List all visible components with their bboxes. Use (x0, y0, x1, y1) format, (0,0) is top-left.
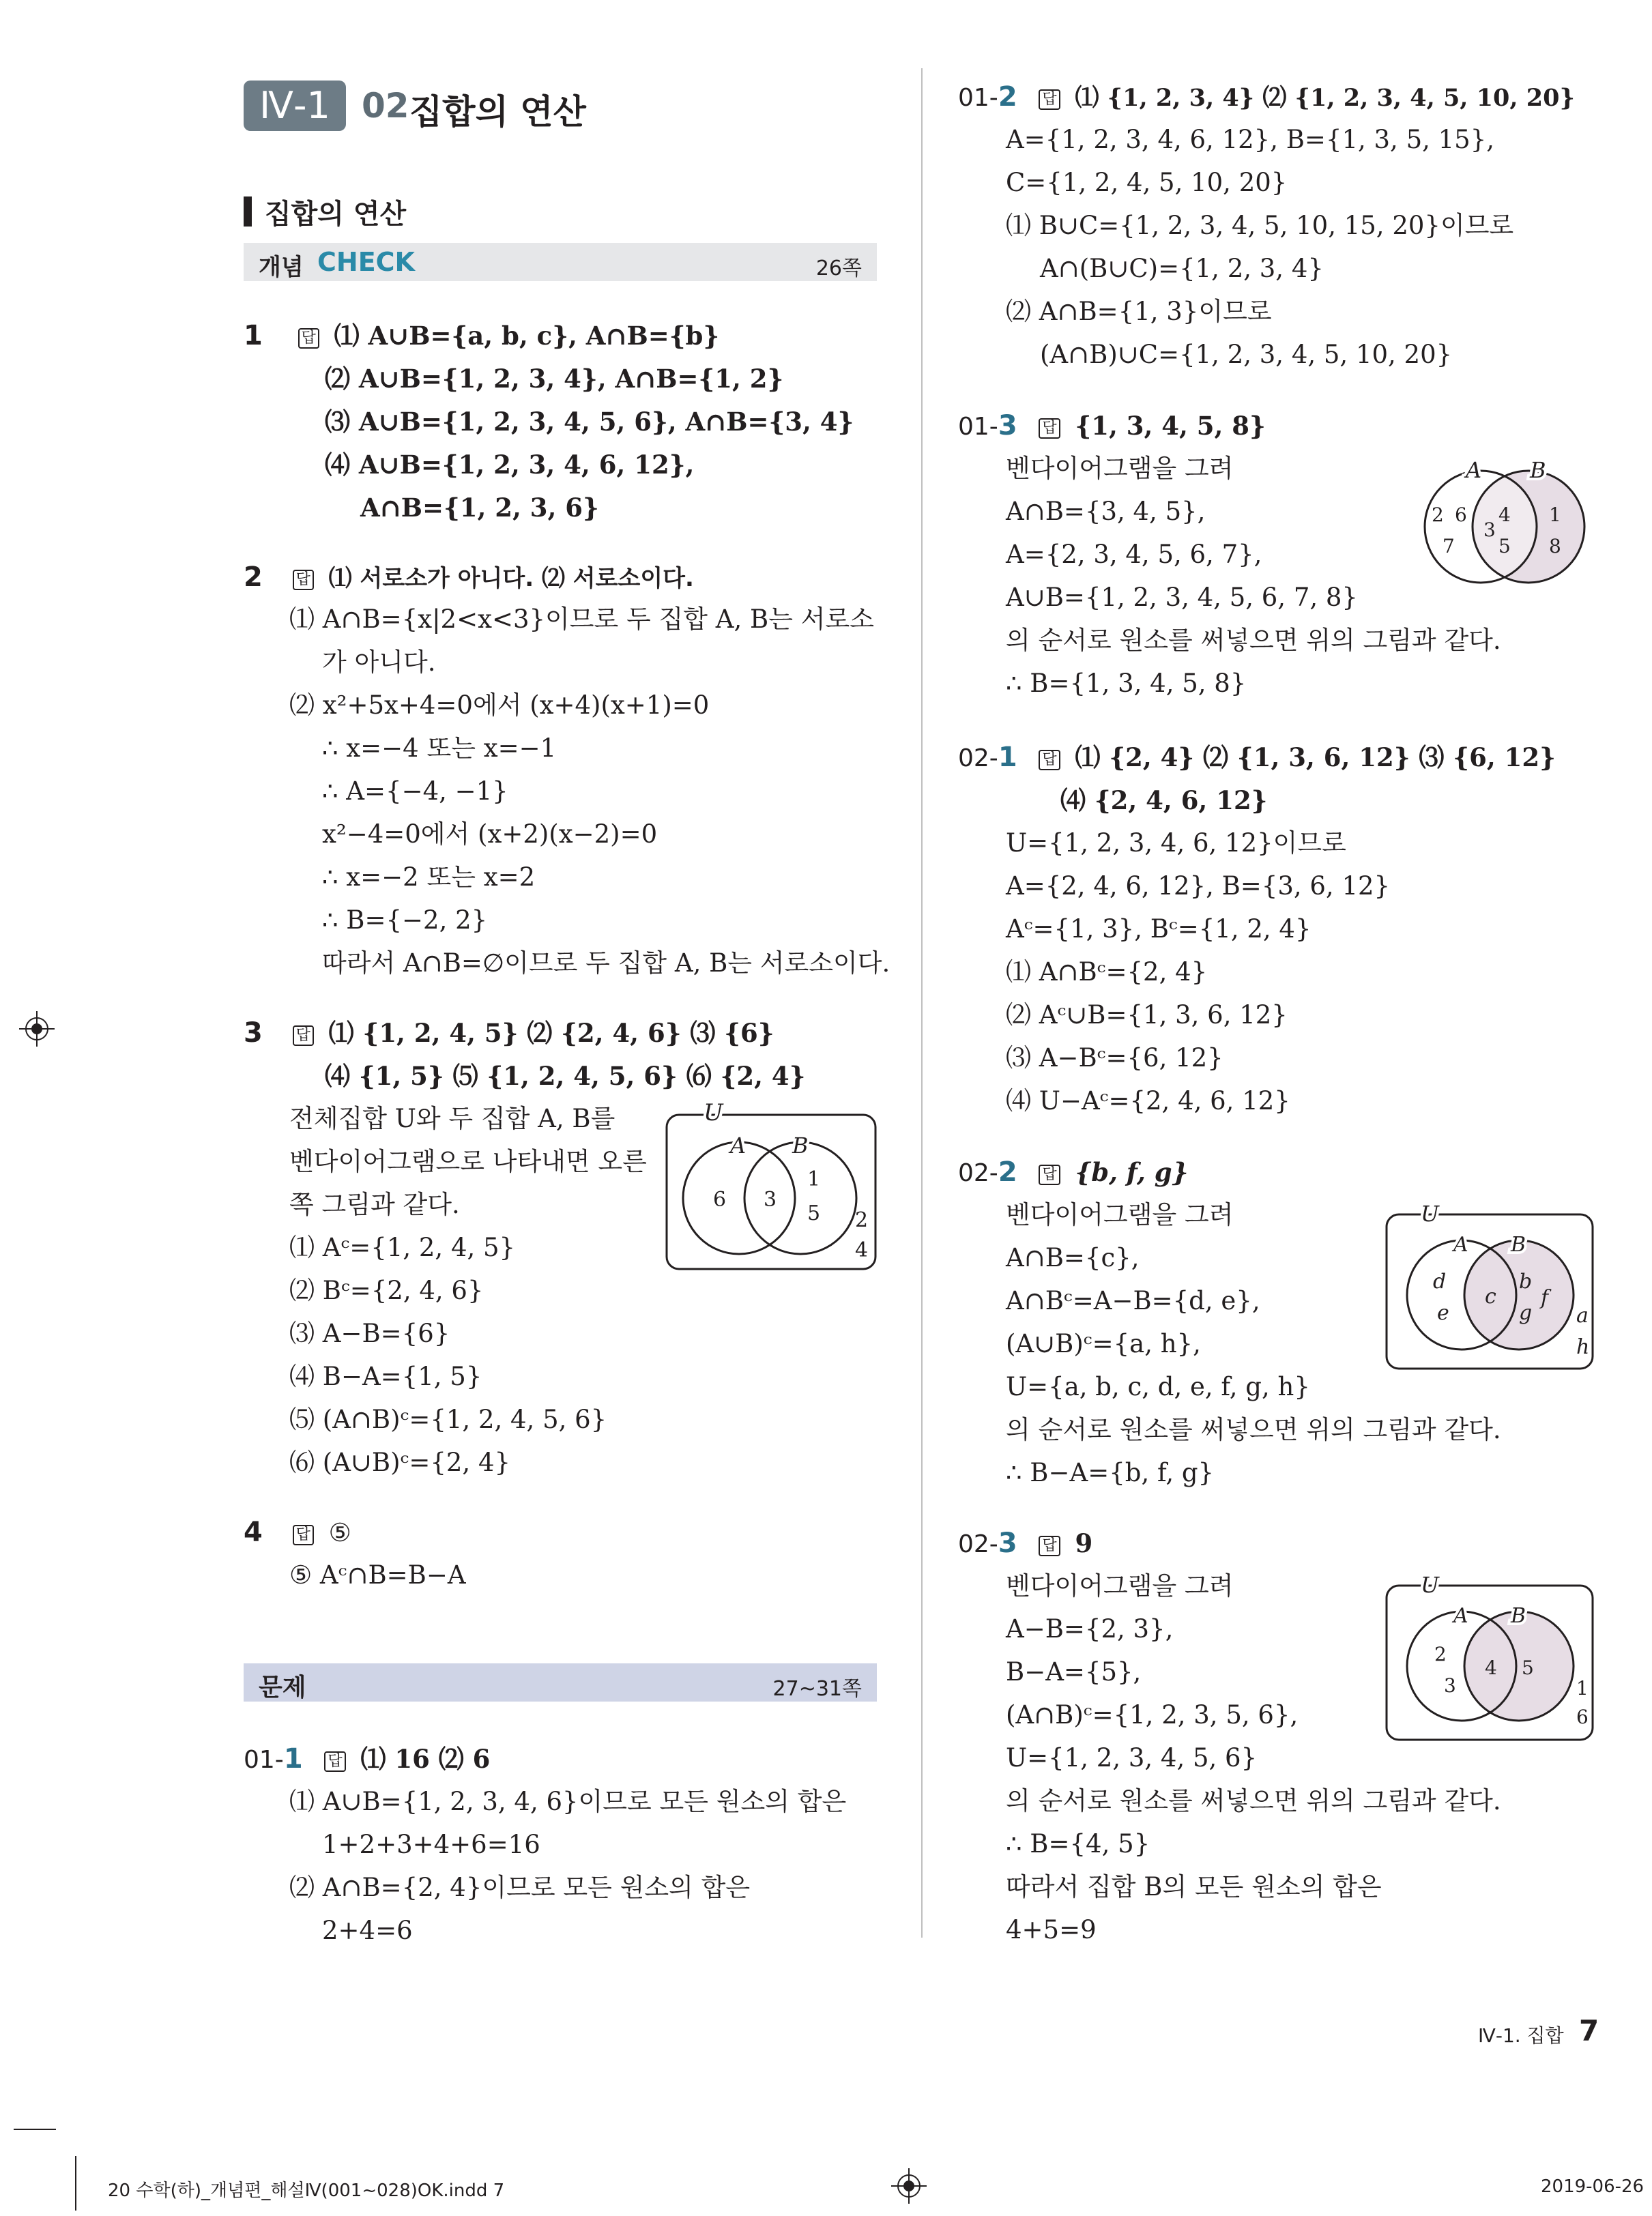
q3-exp-4: ⑴ Aᶜ={1, 2, 4, 5} (289, 1233, 516, 1262)
p013-exp-1: 벤다이어그램을 그려 (1006, 454, 1234, 483)
p023-num-a: 02- (958, 1530, 998, 1558)
crop-mark (14, 2129, 56, 2130)
subsection-title: 집합의 연산 (265, 199, 407, 230)
venn-outside-1: 2 (855, 1208, 869, 1232)
q3-exp-5: ⑵ Bᶜ={2, 4, 6} (289, 1276, 484, 1305)
venn-a-2: 6 (1455, 504, 1467, 526)
p013-num-b: 3 (998, 410, 1017, 441)
answer-tag: 답 (1039, 418, 1060, 439)
p022-answer-text: {b, f, g} (1075, 1157, 1189, 1187)
q2-exp-2: 가 아니다. (322, 647, 436, 677)
p023-exp-9: 4+5=9 (1006, 1915, 1097, 1944)
venn-e: e (1437, 1301, 1449, 1325)
p023-exp-2: A−B={2, 3}, (1006, 1614, 1174, 1644)
p022-exp-6: 의 순서로 원소를 써넣으면 위의 그림과 같다. (1006, 1415, 1501, 1444)
q1-line-2: ⑵ A∪B={1, 2, 3, 4}, A∩B={1, 2} (325, 364, 784, 394)
concept-label: 개념 (259, 254, 304, 281)
p022-num-a: 02- (958, 1159, 998, 1187)
p022-exp-3: A∩Bᶜ=A−B={d, e}, (1006, 1286, 1260, 1315)
p023-num-b: 3 (998, 1528, 1017, 1559)
file-name-slug: 20 수학(하)_개념편_해설Ⅳ(001~028)OK.indd 7 (108, 2181, 505, 2201)
q2-exp-8: ∴ B={−2, 2} (322, 905, 488, 935)
p012-exp-1: A={1, 2, 3, 4, 6, 12}, B={1, 3, 5, 15}, (1006, 125, 1495, 154)
p022-exp-7: ∴ B−A={b, f, g} (1006, 1458, 1215, 1487)
registration-mark-icon (19, 1011, 55, 1047)
registration-mark-icon (891, 2168, 927, 2204)
q4-exp-1: ⑤ Aᶜ∩B=B−A (289, 1560, 466, 1590)
venn-u-label: U (1421, 1573, 1439, 1598)
column-divider (921, 68, 923, 1938)
p012-answer (958, 81, 1575, 115)
q1-number: 1 (244, 320, 263, 351)
q2-exp-3: ⑵ x²+5x+4=0에서 (x+4)(x+1)=0 (289, 690, 710, 720)
p021-num-b: 1 (998, 742, 1017, 773)
p021-exp-7: ⑷ U−Aᶜ={2, 4, 6, 12} (1006, 1086, 1290, 1116)
answer-tag: 답 (293, 1525, 314, 1545)
venn-a-label: A (1466, 458, 1482, 483)
p021-exp-4: ⑴ A∩Bᶜ={2, 4} (1006, 957, 1208, 987)
p023-exp-5: U={1, 2, 3, 4, 5, 6} (1006, 1743, 1258, 1773)
venn-a-label: A (1453, 1233, 1468, 1257)
p012-exp-5: ⑵ A∩B={1, 3}이므로 (1006, 297, 1272, 326)
concept-pages: 26쪽 (815, 257, 862, 280)
venn-b: b (1519, 1270, 1533, 1294)
q3-number: 3 (244, 1017, 263, 1049)
p012-num-a: 01- (958, 84, 998, 112)
p021-exp-5: ⑵ Aᶜ∪B={1, 3, 6, 12} (1006, 1000, 1288, 1030)
q3-answer (244, 1017, 774, 1050)
venn-c-2: 3 (1483, 519, 1496, 541)
p013-exp-5: 의 순서로 원소를 써넣으면 위의 그림과 같다. (1006, 626, 1501, 655)
q3-exp-8: ⑸ (A∩B)ᶜ={1, 2, 4, 5, 6} (289, 1405, 607, 1434)
q1-line-1: ⑴ A∪B={a, b, c}, A∩B={b} (334, 321, 720, 351)
problem-pages: 27~31쪽 (772, 1677, 862, 1701)
p011-exp-3: ⑵ A∩B={2, 4}이므로 모든 원소의 합은 (289, 1873, 751, 1902)
q3-answer-2: ⑷ {1, 5} ⑸ {1, 2, 4, 5, 6} ⑹ {2, 4} (325, 1061, 806, 1091)
p011-answer-text: ⑴ 16 ⑵ 6 (360, 1744, 491, 1774)
venn-u-label: U (704, 1099, 723, 1126)
venn-a-label: A (1453, 1604, 1468, 1628)
answer-tag: 답 (1039, 89, 1060, 110)
p013-exp-6: ∴ B={1, 3, 4, 5, 8} (1006, 669, 1247, 698)
p012-exp-4: A∩(B∪C)={1, 2, 3, 4} (1040, 254, 1324, 283)
q2-number: 2 (244, 562, 263, 593)
venn-b-label: B (792, 1133, 809, 1158)
answer-tag: 답 (293, 1025, 314, 1046)
q1-line-3: ⑶ A∪B={1, 2, 3, 4, 5, 6}, A∩B={3, 4} (325, 407, 854, 437)
venn-c: 4 (1485, 1657, 1497, 1679)
venn-a-3: 7 (1443, 535, 1455, 557)
problem-label: 문제 (259, 1674, 306, 1702)
p012-answer-text: ⑴ {1, 2, 3, 4} ⑵ {1, 2, 3, 4, 5, 10, 20} (1075, 84, 1575, 112)
p013-answer-text: {1, 3, 4, 5, 8} (1075, 411, 1266, 441)
check-label: CHECK (317, 247, 415, 277)
p021-exp-1: U={1, 2, 3, 4, 6, 12}이므로 (1006, 828, 1346, 858)
q2-exp-4: ∴ x=−4 또는 x=−1 (322, 733, 557, 763)
p013-exp-2: A∩B={3, 4, 5}, (1006, 497, 1206, 526)
venn-b: 5 (1522, 1657, 1534, 1679)
p011-answer (244, 1743, 490, 1777)
p022-exp-2: A∩B={c}, (1006, 1243, 1140, 1272)
q2-exp-9: 따라서 A∩B=∅이므로 두 집합 A, B는 서로소이다. (322, 948, 890, 978)
p012-num-b: 2 (998, 81, 1017, 113)
venn-outside-2: 6 (1576, 1706, 1589, 1728)
answer-tag: 답 (298, 328, 319, 349)
p013-venn-diagram (1412, 458, 1604, 595)
q3-venn-diagram (665, 1097, 884, 1272)
venn-c-1: 4 (1498, 504, 1511, 526)
p022-exp-5: U={a, b, c, d, e, f, g, h} (1006, 1372, 1310, 1401)
p022-num-b: 2 (998, 1156, 1017, 1188)
p021-exp-2: A={2, 4, 6, 12}, B={3, 6, 12} (1006, 871, 1391, 901)
venn-b-1: 1 (1549, 504, 1561, 526)
venn-a: a (1576, 1304, 1589, 1328)
venn-b-2: 8 (1549, 535, 1561, 557)
q1-line-4: ⑷ A∪B={1, 2, 3, 4, 6, 12}, (325, 450, 695, 480)
p011-exp-1: ⑴ A∪B={1, 2, 3, 4, 6}이므로 모든 원소의 합은 (289, 1787, 847, 1816)
p013-answer (958, 409, 1266, 443)
answer-tag: 답 (1039, 750, 1060, 770)
q2-answer (244, 561, 694, 595)
venn-c-3: 5 (1498, 535, 1511, 557)
subsection-marker (244, 196, 252, 227)
concept-check-bar (244, 243, 877, 281)
p023-exp-1: 벤다이어그램을 그려 (1006, 1571, 1234, 1601)
p011-num-b: 1 (283, 1743, 303, 1775)
venn-b-only-1: 1 (807, 1167, 821, 1191)
venn-f: f (1541, 1286, 1549, 1310)
venn-b-label: B (1511, 1233, 1526, 1257)
venn-b-label: B (1530, 458, 1546, 483)
venn-u-label: U (1421, 1202, 1439, 1227)
p011-num-a: 01- (244, 1746, 284, 1774)
p023-answer-text: 9 (1075, 1528, 1093, 1558)
p023-exp-3: B−A={5}, (1006, 1657, 1142, 1687)
p022-exp-4: (A∪B)ᶜ={a, h}, (1006, 1329, 1201, 1358)
venn-outside-1: 1 (1576, 1677, 1589, 1700)
chapter-badge (244, 81, 346, 131)
q3-exp-9: ⑹ (A∪B)ᶜ={2, 4} (289, 1448, 511, 1477)
running-footer: Ⅳ-1. 집합 (1478, 2024, 1564, 2047)
venn-c: c (1485, 1285, 1496, 1309)
p021-answer-1: ⑴ {2, 4} ⑵ {1, 3, 6, 12} ⑶ {6, 12} (1075, 742, 1556, 772)
crop-mark (75, 2156, 76, 2211)
answer-tag: 답 (293, 570, 314, 590)
venn-outside-2: 4 (855, 1238, 869, 1262)
section-number: 02 (362, 86, 409, 126)
q2-answer-text: ⑴ 서로소가 아니다. ⑵ 서로소이다. (328, 565, 694, 592)
p021-exp-6: ⑶ A−Bᶜ={6, 12} (1006, 1043, 1223, 1073)
venn-both: 3 (764, 1188, 777, 1212)
p023-exp-7: ∴ B={4, 5} (1006, 1829, 1150, 1858)
p011-exp-4: 2+4=6 (322, 1916, 413, 1945)
q3-exp-2: 벤다이어그램으로 나타내면 오른 (289, 1147, 647, 1176)
venn-b-label: B (1511, 1604, 1526, 1628)
p022-venn-diagram (1385, 1202, 1597, 1373)
problem-bar (244, 1663, 877, 1702)
q3-exp-6: ⑶ A−B={6} (289, 1319, 450, 1348)
q3-exp-1: 전체집합 U와 두 집합 A, B를 (289, 1104, 615, 1133)
venn-d: d (1433, 1270, 1447, 1294)
answer-tag: 답 (1039, 1536, 1060, 1556)
venn-h: h (1576, 1335, 1590, 1359)
venn-a-2: 3 (1444, 1674, 1456, 1697)
chapter-label: Ⅳ-1 (259, 84, 330, 127)
p012-exp-3: ⑴ B∪C={1, 2, 3, 4, 5, 10, 15, 20}이므로 (1006, 211, 1514, 240)
q2-exp-6: x²−4=0에서 (x+2)(x−2)=0 (322, 819, 658, 849)
p013-num-a: 01- (958, 413, 998, 441)
venn-a-1: 2 (1432, 504, 1444, 526)
q2-exp-1: ⑴ A∩B={x|2<x<3}이므로 두 집합 A, B는 서로소 (289, 604, 874, 634)
p021-num-a: 02- (958, 744, 998, 772)
p023-answer (958, 1527, 1092, 1561)
q3-exp-7: ⑷ B−A={1, 5} (289, 1362, 482, 1391)
q2-exp-5: ∴ A={−4, −1} (322, 776, 508, 806)
p021-answer-2: ⑷ {2, 4, 6, 12} (1060, 785, 1268, 815)
q3-answer-1: ⑴ {1, 2, 4, 5} ⑵ {2, 4, 6} ⑶ {6} (328, 1018, 774, 1048)
p023-exp-4: (A∩B)ᶜ={1, 2, 3, 5, 6}, (1006, 1700, 1299, 1730)
q1-line-5: A∩B={1, 2, 3, 6} (360, 493, 599, 523)
p022-answer (958, 1156, 1188, 1190)
section-title: 집합의 연산 (409, 92, 586, 132)
p012-exp-2: C={1, 2, 4, 5, 10, 20} (1006, 168, 1288, 197)
p012-exp-6: (A∩B)∪C={1, 2, 3, 4, 5, 10, 20} (1040, 340, 1453, 369)
p023-venn-diagram (1385, 1573, 1597, 1744)
q1-answer (244, 319, 719, 353)
page-number: 7 (1579, 2014, 1599, 2047)
answer-tag: 답 (1039, 1165, 1060, 1185)
q4-answer (244, 1516, 351, 1549)
p021-exp-3: Aᶜ={1, 3}, Bᶜ={1, 2, 4} (1006, 914, 1312, 944)
p022-exp-1: 벤다이어그램을 그려 (1006, 1200, 1234, 1229)
venn-a-only: 6 (713, 1188, 727, 1212)
p023-exp-6: 의 순서로 원소를 써넣으면 위의 그림과 같다. (1006, 1786, 1501, 1816)
venn-a-1: 2 (1434, 1643, 1447, 1665)
p013-exp-4: A∪B={1, 2, 3, 4, 5, 6, 7, 8} (1006, 583, 1358, 612)
print-date: 2019-06-26 (1541, 2176, 1644, 2197)
venn-a-label: A (730, 1133, 747, 1158)
answer-tag: 답 (324, 1751, 345, 1772)
p013-exp-3: A={2, 3, 4, 5, 6, 7}, (1006, 540, 1262, 569)
q2-exp-7: ∴ x=−2 또는 x=2 (322, 862, 536, 892)
p011-exp-2: 1+2+3+4+6=16 (322, 1830, 540, 1859)
q4-answer-text: ⑤ (328, 1518, 351, 1547)
q4-number: 4 (244, 1517, 263, 1548)
p021-answer (958, 741, 1556, 775)
p023-exp-8: 따라서 집합 B의 모든 원소의 합은 (1006, 1872, 1382, 1901)
venn-b-only-2: 5 (807, 1201, 821, 1225)
q3-exp-3: 쪽 그림과 같다. (289, 1190, 460, 1219)
venn-g: g (1519, 1301, 1533, 1325)
